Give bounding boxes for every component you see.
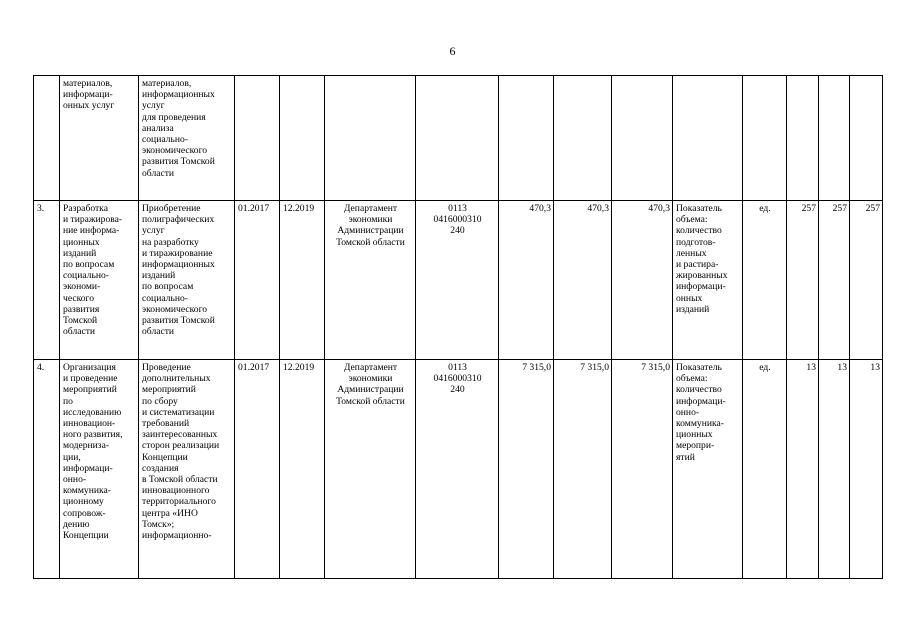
row-number-cell xyxy=(34,76,60,201)
indicator-cell: Показатель объема: количество информаци- онно- коммуника- ционных меропри- ятий xyxy=(673,360,743,579)
value-2018-cell xyxy=(819,76,850,201)
amount-total-cell: 7 315,0 xyxy=(499,360,554,579)
start-date-cell: 01.2017 xyxy=(235,201,280,360)
value-2019-cell xyxy=(850,76,883,201)
page-number: 6 xyxy=(449,44,456,58)
amount-regional-cell xyxy=(554,76,612,201)
amount-total-cell: 470,3 xyxy=(499,201,554,360)
indicator-cell: Показатель объема: количество подготов- ленных и растира- жированных информаци- онных изданий xyxy=(673,201,743,360)
amount-year-cell: 7 315,0 xyxy=(612,360,673,579)
end-date-cell xyxy=(280,76,325,201)
action-cell: материалов, информационных услуг для проведения анализа социально- экономического развития Томской области xyxy=(139,76,235,201)
executor-cell: Департамент экономики Администрации Томской области xyxy=(325,360,416,579)
task-cell: Разработка и тиражирова- ние информа- ционных изданий по вопросам социально- экономи- ческого развития Томской области xyxy=(60,201,139,360)
table-row xyxy=(34,201,883,360)
indicator-cell xyxy=(673,76,743,201)
value-2017-cell: 13 xyxy=(787,360,819,579)
action-cell: Проведение дополнительных мероприятий по сбору и систематизации требований заинтересованных сторон реализации Концепции создания в Томской области инновационного территориального центра «ИНО Томск»; информационно- xyxy=(139,360,235,579)
row-number-cell: 3. xyxy=(34,201,60,360)
executor-cell xyxy=(325,76,416,201)
amount-regional-cell: 7 315,0 xyxy=(554,360,612,579)
amount-regional-cell: 470,3 xyxy=(554,201,612,360)
value-2019-cell: 257 xyxy=(850,201,883,360)
start-date-cell: 01.2017 xyxy=(235,360,280,579)
action-cell: Приобретение полиграфических услуг на разработку и тиражирование информационных изданий по вопросам социально- экономического развития Томской области xyxy=(139,201,235,360)
amount-year-cell xyxy=(612,76,673,201)
row-number-cell: 4. xyxy=(34,360,60,579)
end-date-cell: 12.2019 xyxy=(280,201,325,360)
table-row xyxy=(34,76,883,201)
value-2017-cell: 257 xyxy=(787,201,819,360)
unit-cell xyxy=(743,76,787,201)
amount-year-cell: 470,3 xyxy=(612,201,673,360)
budget-code-cell xyxy=(416,76,499,201)
value-2018-cell: 257 xyxy=(819,201,850,360)
task-cell: материалов, информаци- онных услуг xyxy=(60,76,139,201)
value-2018-cell: 13 xyxy=(819,360,850,579)
task-cell: Организация и проведение мероприятий по исследованию инновацион- ного развития, модерниза- ции, информаци- онно- коммуника- ционному сопровож- дению Концепции xyxy=(60,360,139,579)
unit-cell: ед. xyxy=(743,201,787,360)
start-date-cell xyxy=(235,76,280,201)
budget-code-cell: 0113 0416000310 240 xyxy=(416,360,499,579)
budget-code-cell: 0113 0416000310 240 xyxy=(416,201,499,360)
value-2019-cell: 13 xyxy=(850,360,883,579)
program-table xyxy=(33,75,883,579)
amount-total-cell xyxy=(499,76,554,201)
executor-cell: Департамент экономики Администрации Томской области xyxy=(325,201,416,360)
table-row xyxy=(34,360,883,579)
value-2017-cell xyxy=(787,76,819,201)
unit-cell: ед. xyxy=(743,360,787,579)
end-date-cell: 12.2019 xyxy=(280,360,325,579)
